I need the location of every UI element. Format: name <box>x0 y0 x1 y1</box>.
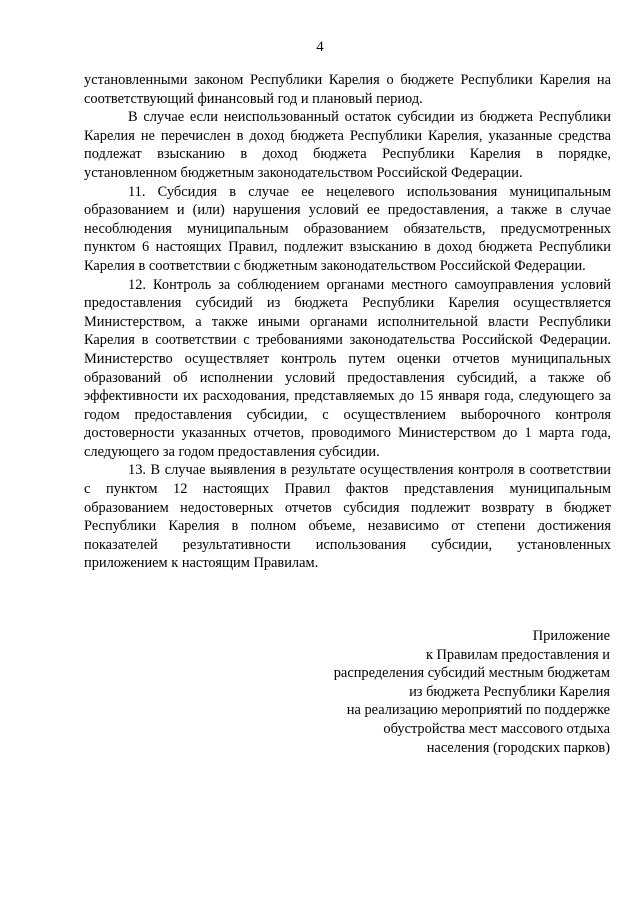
paragraph-12: 12. Контроль за соблюдением органами местного самоуправления условий предоставления субсидий из бюджета Республики Карелия осуществляется Министерством, а также иными органами исполнительной власти Республики Карелия в соответствии с требованиями законодательства Российской Федерации. Министерство осуществляет контроль путем оценки отчетов муниципальных образований об исполнении условий предоставления субсидий, а также об эффективности их расходования, представляемых до 15 января года, следующего за годом предоставления субсидии, с осуществлением выборочного контроля достоверности указанных отчетов, проводимого Министерством до 1 марта года, следующего за годом предоставления субсидии. <box>84 276 611 460</box>
appendix-line: на реализацию мероприятий по поддержке <box>346 702 610 719</box>
paragraph-13: 13. В случае выявления в результате осуществления контроля в соответствии с пунктом 12 настоящих Правил фактов представления муниципальным образованием недостоверных отчетов субсидия подлежит возврату в бюджет Республики Карелия в полном объеме, независимо от степени достижения показателей результативности использования субсидии, установленных приложением к настоящим Правилам. <box>84 462 611 572</box>
paragraph-11: 11. Субсидия в случае ее нецелевого использования муниципальным образованием и (или) нарушения условий ее предоставления, а также в случае несоблюдения муниципальным образованием обязательств, предусмотренных пунктом 6 настоящих Правил, подлежит взысканию в доход бюджета Республики Карелия в соответствии с бюджетным законодательством Российской Федерации. <box>84 183 611 274</box>
appendix-line: распределения субсидий местным бюджетам <box>333 665 610 682</box>
appendix-header <box>280 627 610 757</box>
paragraph-continuation: установленными законом Республики Карелия о бюджете Республики Карелия на соответствующий финансовый год и плановый период. <box>84 72 611 107</box>
appendix-line: обустройства мест массового отдыха <box>383 720 610 737</box>
appendix-line: Приложение <box>532 628 610 644</box>
page-number: 4 <box>316 39 324 55</box>
appendix-line: к Правилам предоставления и <box>425 646 610 663</box>
paragraph-unused-balance: В случае если неиспользованный остаток субсидии из бюджета Республики Карелия не перечислен в доход бюджета Республики Карелия, указанные средства подлежат взысканию в доход бюджета Республики Карелия в порядке, установленном бюджетным законодательством Российской Федерации. <box>84 109 611 181</box>
appendix-line: населения (городских парков) <box>426 739 610 756</box>
document-body <box>84 71 611 573</box>
appendix-line: из бюджета Республики Карелия <box>409 683 610 700</box>
